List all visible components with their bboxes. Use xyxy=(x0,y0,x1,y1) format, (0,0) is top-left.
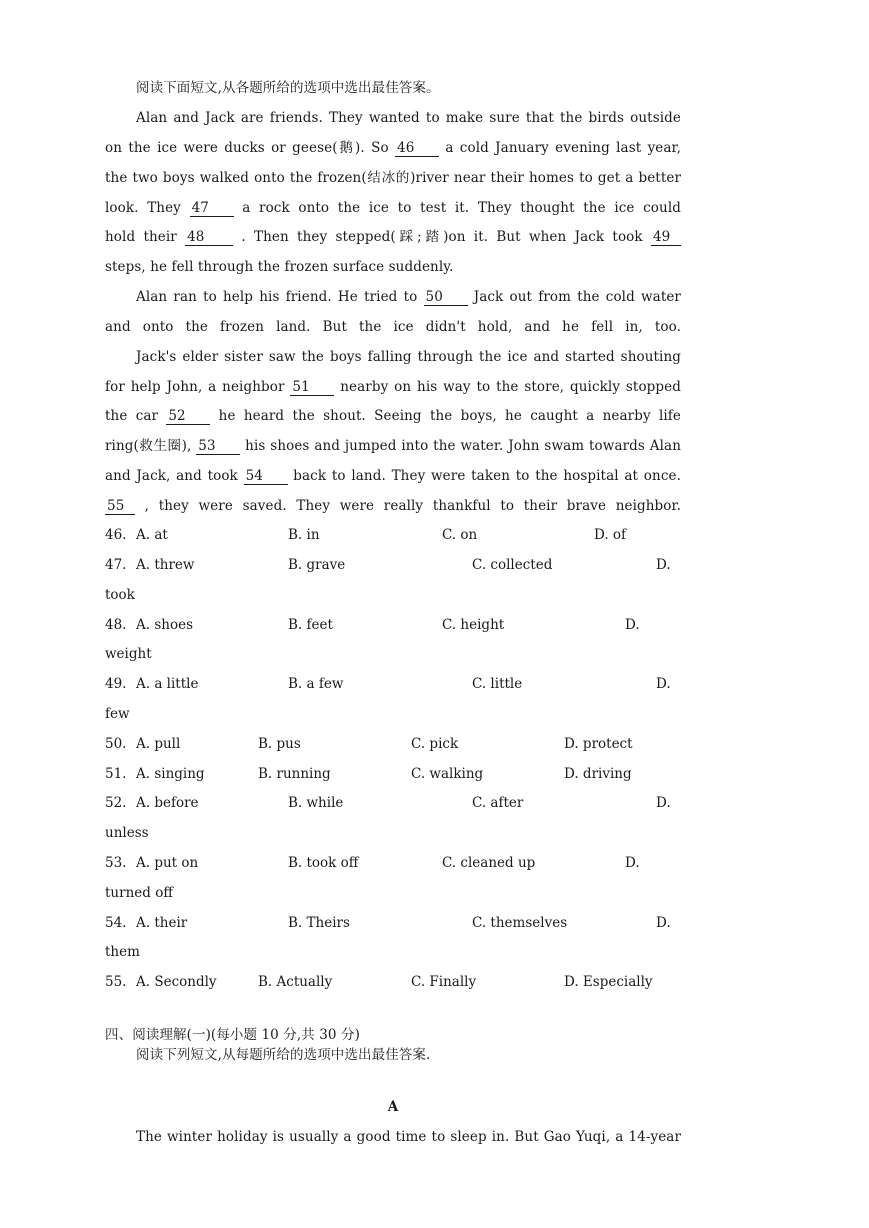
option-c: C. walking xyxy=(411,766,484,782)
option-c: C. Finally xyxy=(411,974,477,990)
part-label: A xyxy=(387,1099,399,1115)
option-b: B. Theirs xyxy=(288,915,350,931)
option-b: B. took off xyxy=(288,855,359,871)
passage-text: for help John, a neighbor xyxy=(105,379,285,395)
passage-text: the car xyxy=(105,408,159,424)
option-a: A. put on xyxy=(136,855,199,871)
section-heading: 四、阅读理解(一)(每小题 10 分,共 30 分) xyxy=(105,1027,360,1043)
option-b: B. running xyxy=(258,766,331,782)
passage-line xyxy=(105,467,681,485)
question-number: 52. xyxy=(105,795,127,811)
option-c: C. little xyxy=(472,676,523,692)
option-d: D. protect xyxy=(564,736,633,752)
question-number: 48. xyxy=(105,617,127,633)
option-a: A. threw xyxy=(136,557,195,573)
question-number: 51. xyxy=(105,766,127,782)
option-b: B. a few xyxy=(288,676,344,692)
option-c: C. on xyxy=(442,527,478,543)
passage-line xyxy=(105,497,681,515)
option-a: A. singing xyxy=(136,766,205,782)
option-c: C. themselves xyxy=(472,915,568,931)
option-d: D. Especially xyxy=(564,974,653,990)
option-c: C. cleaned up xyxy=(442,855,536,871)
blank-54: 54 xyxy=(244,469,288,485)
question-number: 55. xyxy=(105,974,127,990)
option-a: A. at xyxy=(136,527,168,543)
passage-text: look. They xyxy=(105,200,181,216)
question-number: 49. xyxy=(105,676,127,692)
blank-55: 55 xyxy=(105,499,135,515)
blank-50: 50 xyxy=(424,290,468,306)
question-number: 53. xyxy=(105,855,127,871)
option-b: B. Actually xyxy=(258,974,333,990)
option-a: A. pull xyxy=(136,736,181,752)
blank-48: 48 xyxy=(185,230,233,246)
option-d-text: weight xyxy=(105,646,152,662)
passage-line xyxy=(105,199,681,217)
passage-text: . Then they stepped(踩;踏)on it. But when Jack took xyxy=(241,229,643,245)
passage-text: a cold January evening last year, xyxy=(445,140,681,156)
passage-text: back to land. They were taken to the hospital at once. xyxy=(293,468,681,484)
passage-line xyxy=(105,437,681,455)
passage-text: his shoes and jumped into the water. John swam towards Alan xyxy=(245,438,682,454)
passage-text: ring(救生圈), xyxy=(105,438,192,454)
passage-text: on the ice were ducks or geese(鹅). So xyxy=(105,140,389,156)
passage-text: hold their xyxy=(105,229,177,245)
option-d-text: them xyxy=(105,944,140,960)
passage-text: Alan ran to help his friend. He tried to xyxy=(136,289,418,305)
passage-text: a rock onto the ice to test it. They thought the ice could xyxy=(242,200,681,216)
option-d: D. xyxy=(625,617,640,633)
option-a: A. a little xyxy=(136,676,199,692)
blank-49: 49 xyxy=(651,230,681,246)
passage-line: The winter holiday is usually a good time to sleep in. But Gao Yuqi, a 14-year xyxy=(136,1129,681,1145)
instruction-text: 阅读下面短文,从各题所给的选项中选出最佳答案。 xyxy=(136,80,440,96)
option-d-text: few xyxy=(105,706,130,722)
blank-52: 52 xyxy=(166,409,210,425)
passage-line: Alan and Jack are friends. They wanted to make sure that the birds outside xyxy=(136,110,681,126)
blank-53: 53 xyxy=(196,439,240,455)
question-number: 47. xyxy=(105,557,127,573)
passage-text: and Jack, and took xyxy=(105,468,238,484)
option-a: A. shoes xyxy=(136,617,193,633)
passage-text: , they were saved. They were really thankful to their brave neighbor. xyxy=(144,498,681,514)
passage-line xyxy=(105,378,681,396)
option-d-text: turned off xyxy=(105,885,173,901)
passage-text: he heard the shout. Seeing the boys, he caught a nearby life xyxy=(218,408,681,424)
passage-line: the two boys walked onto the frozen(结冰的)river near their homes to get a better xyxy=(105,170,681,186)
passage-line xyxy=(105,407,681,425)
option-c: C. collected xyxy=(472,557,553,573)
question-number: 54. xyxy=(105,915,127,931)
option-d: D. xyxy=(656,557,671,573)
blank-47: 47 xyxy=(190,201,234,217)
option-d: D. xyxy=(656,915,671,931)
option-b: B. feet xyxy=(288,617,333,633)
option-d: D. xyxy=(656,795,671,811)
blank-46: 46 xyxy=(395,141,439,157)
passage-line xyxy=(136,288,681,306)
option-c: C. height xyxy=(442,617,505,633)
passage-line: and onto the frozen land. But the ice didn't hold, and he fell in, too. xyxy=(105,319,681,335)
option-d: D. driving xyxy=(564,766,632,782)
option-b: B. grave xyxy=(288,557,346,573)
option-b: B. while xyxy=(288,795,344,811)
option-b: B. in xyxy=(288,527,320,543)
option-d: D. xyxy=(656,676,671,692)
passage-line xyxy=(105,139,681,157)
passage-text: nearby on his way to the store, quickly stopped xyxy=(340,379,681,395)
option-a: A. Secondly xyxy=(136,974,217,990)
question-number: 50. xyxy=(105,736,127,752)
option-d: D. of xyxy=(594,527,627,543)
passage-line xyxy=(105,228,681,246)
option-c: C. after xyxy=(472,795,524,811)
option-d-text: unless xyxy=(105,825,149,841)
option-a: A. before xyxy=(136,795,199,811)
section-instruction: 阅读下列短文,从每题所给的选项中选出最佳答案. xyxy=(136,1047,431,1063)
question-number: 46. xyxy=(105,527,127,543)
blank-51: 51 xyxy=(290,380,334,396)
option-d-text: took xyxy=(105,587,135,603)
passage-text: Jack out from the cold water xyxy=(473,289,681,305)
option-a: A. their xyxy=(136,915,188,931)
option-c: C. pick xyxy=(411,736,459,752)
option-b: B. pus xyxy=(258,736,301,752)
passage-line: steps, he fell through the frozen surface suddenly. xyxy=(105,259,454,275)
passage-line: Jack's elder sister saw the boys falling through the ice and started shouting xyxy=(136,349,681,365)
option-d: D. xyxy=(625,855,640,871)
